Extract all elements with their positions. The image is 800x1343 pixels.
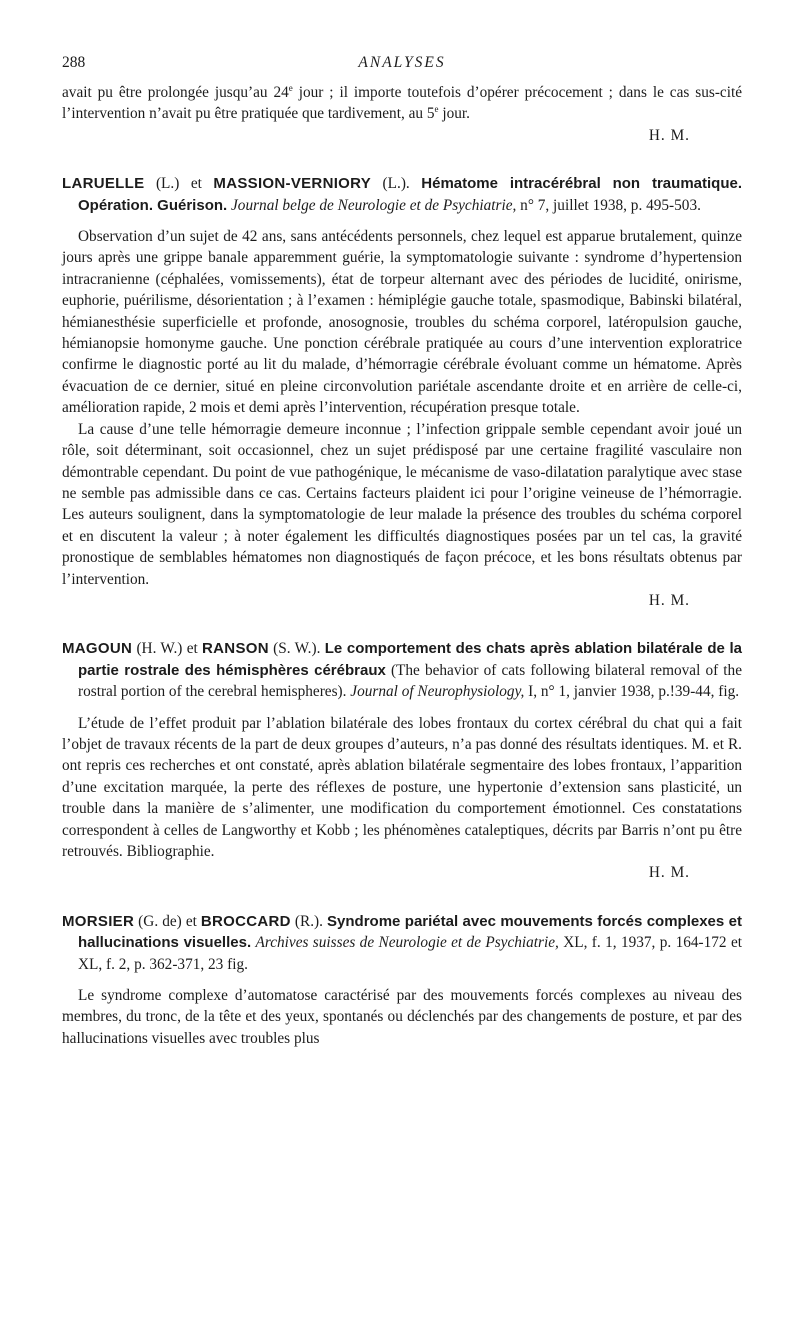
review-morsier — [62, 911, 742, 1049]
signature: H. M. — [648, 126, 690, 144]
page-number: 288 — [62, 54, 86, 71]
journal-page — [62, 50, 742, 1049]
title-translation: (The behavior of cats following bilateral removal of the rostral portion of the cerebral hemispheres). — [78, 661, 742, 701]
page-header — [62, 50, 742, 80]
review-paragraph: Observation d’un sujet de 42 ans, sans antécédents personnels, chez lequel est apparue brutalement, quinze jours après une grippe banale apparemment guérie, la symptomatologie suivante : syndrome d’hypertension intracranienne (céphalées, vomissements), état de torpeur alternant avec des périodes de lucidité, onirisme, euphorie, puérilisme, désorientation ; à l’examen : hémiplégie gauche totale, spasmodique, Babinski bilatéral, hémianesthésie superficielle et profonde, anosognosie, troubles du schéma corporel, latéropulsion gauche, hémianopsie homonyme gauche. Une ponction cérébrale pratiquée au cours d’une intervention exploratrice confirme le diagnostic porté au lit du malade, d’hémorragie cérébrale évoluant comme un hématome. Après évacuation de ce dernier, situé en pleine circonvolution pariétale ascendante droite et en arrière de celle-ci, amélioration rapide, 2 mois et demi après l’intervention, récupération presque totale. — [62, 228, 742, 417]
journal-name: Archives suisses de Neurologie et de Psychiatrie, — [255, 934, 559, 952]
author-name: RANSON — [202, 640, 269, 658]
article-title: Hématome intracérébral non traumatique. Opération. Guérison. — [78, 175, 742, 214]
signature: H. M. — [648, 864, 690, 882]
citation-details: n° 7, juillet 1938, p. 495-503. — [516, 196, 701, 214]
article-title: Syndrome pariétal avec mouvements forcés complexes et hallucinations visuelles. — [78, 912, 742, 952]
review-laruelle — [62, 173, 742, 611]
running-title: ANALYSES — [358, 54, 446, 71]
review-paragraph: La cause d’une telle hémorragie demeure inconnue ; l’infection grippale semble cependant avoir joué un rôle, soit déterminant, soit occasionnel, chez un sujet prédisposé par une certaine fragilité vasculaire non démontrable cependant. Du point de vue pathogénique, le mécanisme de vaso-dilatation paralytique avec stase ne semble pas admissible dans ce cas. Certains facteurs plaident ici pour l’origine veineuse de l’hémorragie. Les auteurs soulignent, dans la symptomatologie de leur malade la présence des troubles du schéma corporel et en discutent la valeur ; à noter également les difficultés diagnostiques posées par un tel cas, la gravité pronostique de semblables hématomes non diagnostiqués de façon précoce, et les bons résultats obtenus par l’intervention. — [62, 420, 742, 588]
signature: H. M. — [648, 591, 690, 609]
author-name: MAGOUN — [62, 640, 133, 658]
citation-details: I, n° 1, janvier 1938, p.!39-44, fig. — [524, 683, 740, 701]
review-magoun — [62, 638, 742, 883]
author-name: MORSIER — [62, 912, 135, 930]
author-name: LARUELLE — [62, 175, 145, 193]
review-paragraph: Le syndrome complexe d’automatose caractérisé par des mouvements forcés complexes au niveau des membres, du tronc, de la tête et des yeux, spontanés ou déclenchés par des changements de posture, et par des hallucinations visuelles avec troubles plus — [62, 987, 742, 1047]
author-name: BROCCARD — [200, 912, 291, 930]
citation-details: XL, f. 1, 1937, p. 164-172 et XL, f. 2, p. 362-371, 23 fig. — [78, 934, 742, 973]
review-citation: LARUELLE (L.) et MASSION-VERNIORY (L.). Hématome intracérébral non traumatique. Opération. Guérison. Journal belge de Neurologie et de Psychiatrie, n° 7, juillet 1938, p. 495-503. — [62, 175, 742, 214]
review-paragraph: L’étude de l’effet produit par l’ablation bilatérale des lobes frontaux du cortex cérébral du chat qui a fait l’objet de travaux récents de la part de deux groupes d’auteurs, n’a pas donné des résultats identiques. M. et R. ont repris ces recherches et ont constaté, après ablation bilatérale segmentaire des lobes frontaux, l’apparition d’une excitation marquée, la perte des réflexes de posture, une hypertonie d’extension sans plasticité, un trouble dans la manière de s’alimenter, une modification du comportement émotionnel. Ces constatations correspondent à celles de Langworthy et Kobb ; les phénomènes cataleptiques, décrits par Barris n’ont pu être retrouvés. Bibliographie. — [62, 714, 742, 860]
continuation-text — [62, 82, 742, 146]
review-citation: MORSIER (G. de) et BROCCARD (R.). Syndrome pariétal avec mouvements forcés complexes et hallucinations visuelles. Archives suisses de Neurologie et de Psychiatrie, XL, f. 1, 1937, p. 164-172 et XL, f. 2, p. 362-371, 23 fig. — [62, 912, 742, 973]
review-citation: MAGOUN (H. W.) et RANSON (S. W.). Le comportement des chats après ablation bilatérale de la partie rostrale des hémisphères cérébraux (The behavior of cats following bilateral removal of the rostral portion of the cerebral hemispheres). Journal of Neurophysiology, I, n° 1, janvier 1938, p.!39-44, fig. — [62, 640, 742, 701]
journal-name: Journal belge de Neurologie et de Psychiatrie, — [231, 196, 517, 214]
article-title: Le comportement des chats après ablation bilatérale de la partie rostrale des hémisphères cérébraux — [78, 640, 742, 679]
author-name: MASSION-VERNIORY — [213, 175, 372, 193]
continuation-paragraph: avait pu être prolongée jusqu’au 24e jour ; il importe toutefois d’opérer précocement ; dans le cas sus-cité l’intervention n’avait pu être pratiquée que tardivement, au 5e jour. — [62, 83, 742, 123]
journal-name: Journal of Neurophysiology, — [350, 683, 525, 701]
